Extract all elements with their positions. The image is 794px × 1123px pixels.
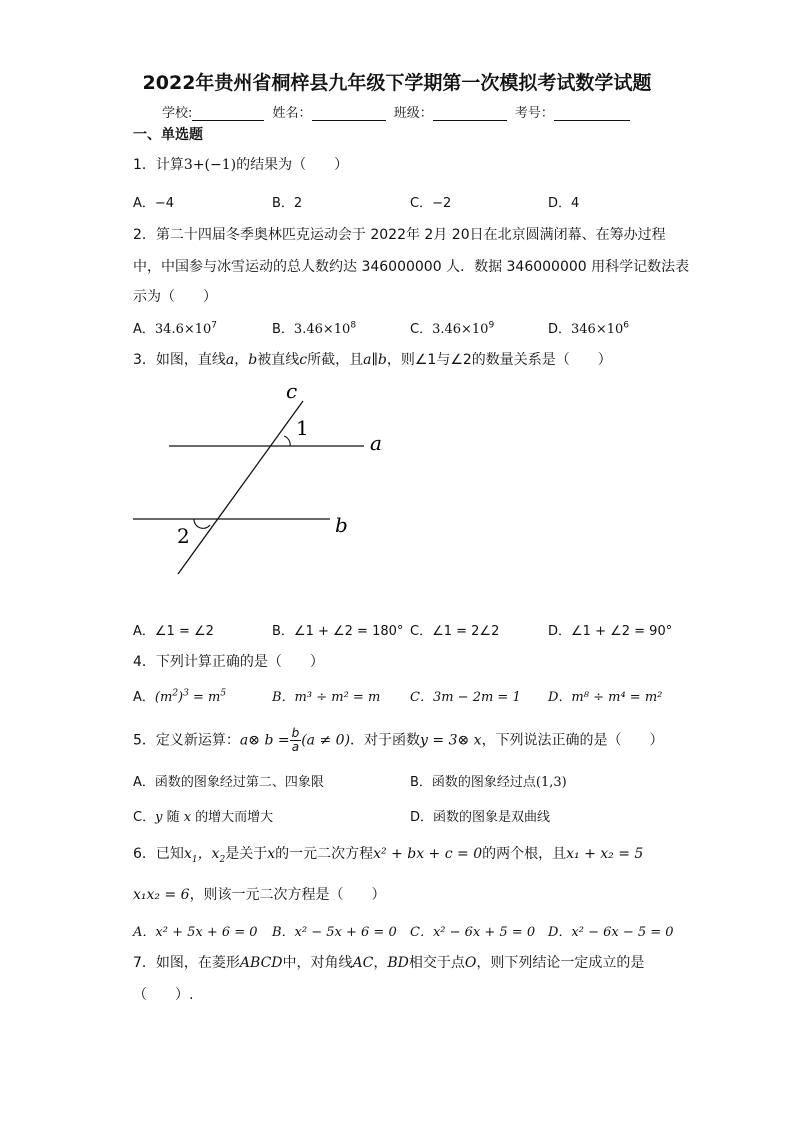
q5-condition: (a ≠ 0)	[301, 732, 351, 749]
question-6-line-2	[133, 884, 386, 904]
q4-option-b[interactable]: B．m³ ÷ m² = m	[272, 690, 381, 705]
q4-option-c[interactable]: C．3m − 2m = 1	[410, 690, 521, 705]
q3-parallel: a∥b	[363, 352, 387, 368]
question-2-line-2: 中，中国参与冰雪运动的总人数约达 346000000 人．数据 346000000 用科学记数法表	[133, 259, 690, 275]
q4-option-d[interactable]: D．m⁸ ÷ m⁴ = m²	[548, 690, 663, 705]
q5-b-point: (1,3)	[535, 775, 567, 790]
q7-text-c: 相交于点	[408, 955, 465, 971]
q6-product: x₁x₂ = 6	[133, 887, 190, 903]
label-c: c	[286, 379, 298, 403]
angle-2-arc	[194, 519, 210, 528]
q7-text-a: 7．如图，在菱形	[133, 955, 240, 971]
q2-b-exp: 8	[350, 320, 357, 331]
q6-text-b: 是关于	[225, 846, 268, 862]
q5-c-end: 的增大而增大	[191, 810, 274, 825]
q2-c-label: C．	[410, 322, 433, 337]
q7-comma: ，	[373, 955, 388, 971]
q2-d-label: D．	[548, 322, 572, 337]
q3-var-b: b	[248, 352, 258, 368]
q5-frac-den: a	[291, 740, 300, 754]
q7-ac: AC	[352, 955, 374, 971]
q6-option-c[interactable]: C．x² − 6x + 5 = 0	[410, 925, 536, 940]
q1-text-a: 1．计算	[133, 157, 184, 173]
q1-option-d[interactable]: D．4	[548, 196, 580, 211]
line-c	[178, 401, 303, 574]
question-6-stem	[133, 843, 643, 865]
q6-option-d[interactable]: D．x² − 6x − 5 = 0	[548, 925, 674, 940]
q6-option-b[interactable]: B．x² − 5x + 6 = 0	[272, 925, 397, 940]
question-7-line-2: （ ）.	[133, 987, 194, 1003]
q3-text-a: 3．如图，直线	[133, 352, 226, 368]
q5-function: y = 3⊗ x	[420, 732, 482, 749]
q2-a-label: A．	[133, 322, 155, 337]
q5-option-d[interactable]: D．函数的图象是双曲线	[410, 810, 551, 825]
exam-no-label: 考号：	[514, 106, 554, 121]
q7-o: O	[464, 955, 477, 971]
q4-a-expr: $(m^2)^3 = m^5$	[154, 688, 227, 705]
label-a: a	[370, 431, 382, 455]
q2-a-exp: 7	[211, 320, 218, 331]
q1-option-c[interactable]: C．−2	[410, 196, 452, 211]
q6-text-e: ，则该一元二次方程是（ ）	[189, 887, 386, 903]
q5-text-c: ，下列说法正确的是（ ）	[481, 732, 664, 749]
q5-text-a: 5．定义新运算：	[133, 732, 240, 749]
q3-option-c[interactable]: C．∠1 = 2∠2	[410, 624, 500, 639]
q3-text-d: ，则∠1与∠2的数量关系是（ ）	[386, 352, 612, 368]
q1-option-a[interactable]: A．−4	[133, 196, 175, 211]
q7-text-b: 中，对角线	[282, 955, 353, 971]
q3-option-b[interactable]: B．∠1 + ∠2 = 180°	[272, 624, 404, 639]
q3-var-a: a	[225, 352, 235, 368]
q5-c-var-y: y	[155, 810, 163, 825]
question-7-stem	[133, 952, 644, 972]
q2-d-base: 346×10	[571, 322, 624, 337]
q6-equation: x² + bx + c = 0	[373, 846, 483, 862]
q3-option-d[interactable]: D．∠1 + ∠2 = 90°	[548, 624, 673, 639]
q5-b-text: B．函数的图象经过点	[410, 775, 536, 790]
q1-option-b[interactable]: B．2	[272, 196, 303, 211]
q5-fraction	[290, 727, 302, 754]
q5-c-var-x: x	[183, 810, 192, 825]
q6-text-a: 6．已知	[133, 846, 184, 862]
q3-text-b: 被直线	[257, 352, 300, 368]
question-4-stem: 4．下列计算正确的是（ ）	[133, 654, 324, 670]
q5-c-mid: 随	[162, 810, 184, 825]
section-heading: 一、单选题	[133, 127, 203, 143]
q6-text-d: 的两个根，且	[482, 846, 567, 862]
q2-c-base: 3.46×10	[432, 322, 489, 337]
q4-option-a[interactable]	[133, 686, 226, 705]
q7-bd: BD	[387, 955, 409, 971]
q1-text-b: 的结果为（ ）	[236, 157, 349, 173]
q5-definition-lhs: a⊗ b =	[239, 732, 290, 749]
q5-option-c[interactable]	[133, 806, 273, 825]
label-1: 1	[296, 416, 309, 440]
q5-frac-num: b	[291, 726, 300, 740]
label-b: b	[335, 513, 348, 537]
q3-text-c: 所截，且	[307, 352, 364, 368]
q2-a-base: 34.6×10	[154, 322, 212, 337]
label-2: 2	[177, 524, 190, 548]
q2-b-base: 3.46×10	[293, 322, 351, 337]
school-label: 学校:	[162, 106, 193, 121]
q6-option-a[interactable]: A．x² + 5x + 6 = 0	[133, 925, 258, 940]
name-label: 姓名：	[272, 106, 312, 121]
angle-1-arc	[284, 436, 290, 446]
q6-roots: $x_1$，$x_2$	[183, 846, 226, 865]
q2-b-label: B．	[272, 322, 294, 337]
question-2-line-3: 示为（ ）	[133, 289, 217, 305]
q1-expression: 3+(−1)	[183, 157, 237, 173]
q7-text-d: ，则下列结论一定成立的是	[476, 955, 645, 971]
q5-option-b[interactable]	[410, 771, 567, 790]
page-title: 2022年贵州省桐梓县九年级下学期第一次模拟考试数学试题	[142, 72, 652, 94]
q5-option-a[interactable]: A．函数的图象经过第二、四象限	[133, 775, 324, 790]
q3-var-c: c	[299, 352, 308, 368]
q5-c-label: C．	[133, 810, 156, 825]
q3-comma: ，	[234, 352, 249, 368]
q6-var-x: x	[267, 846, 276, 862]
class-label: 班级：	[393, 106, 433, 121]
q4-a-label: A．	[133, 690, 155, 705]
question-5-stem	[133, 727, 664, 754]
q5-text-b: ．对于函数	[350, 732, 421, 749]
question-2-line-1: 2．第二十四届冬季奥林匹克运动会于 2022年 2月 20日在北京圆满闭幕、在筹办过程	[133, 227, 666, 243]
q3-option-a[interactable]: A．∠1 = ∠2	[133, 624, 214, 639]
q6-text-c: 的一元二次方程	[275, 846, 374, 862]
q2-d-exp: 6	[623, 320, 629, 331]
q2-c-exp: 9	[488, 320, 495, 331]
q7-rhombus: ABCD	[239, 955, 283, 971]
q6-sum: x₁ + x₂ = 5	[566, 846, 644, 862]
